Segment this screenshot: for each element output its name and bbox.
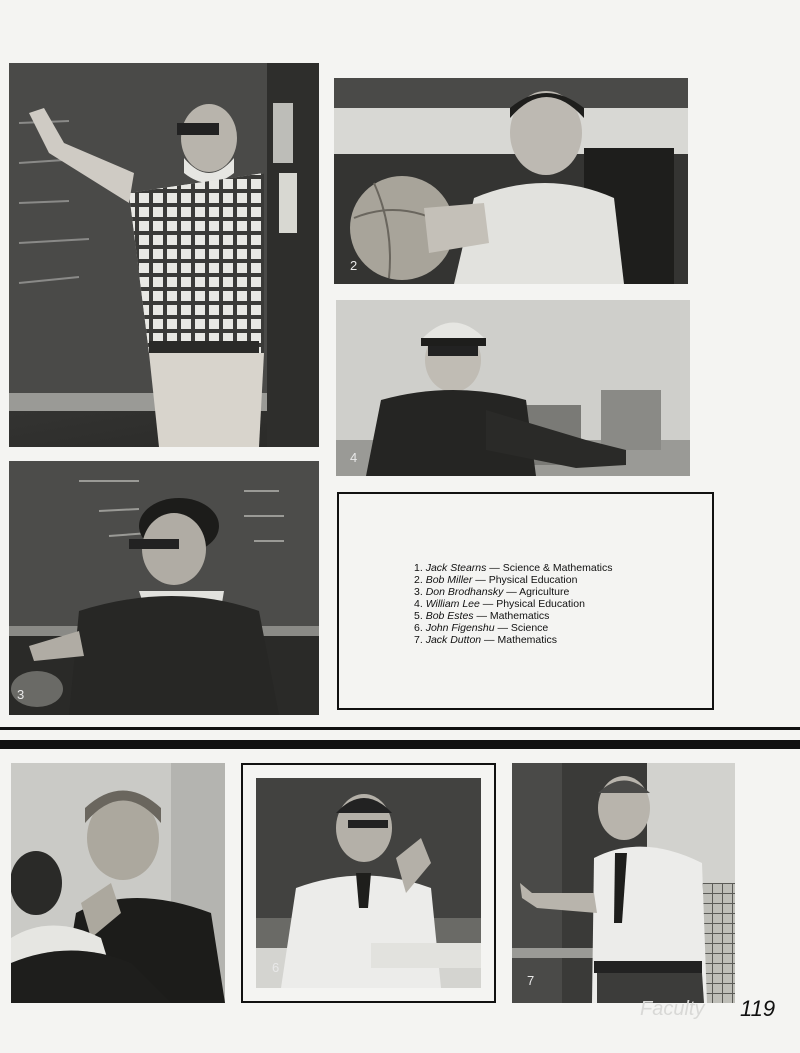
photo-4-drawing [336,300,690,476]
photo-william-lee [336,300,690,476]
caption-list [414,562,612,646]
divider-thin [0,727,800,730]
photo-6-drawing [256,778,481,988]
photo-number-7: 7 [527,973,535,988]
caption-box [337,492,714,710]
ghost-show-through-text: Faculty [640,998,705,1020]
caption-item-1: 1. Jack Stearns — Science & Mathematics [414,562,613,574]
caption-item-5: 5. Bob Estes — Mathematics [414,610,550,622]
caption-item-6: 6. John Figenshu — Science [414,622,549,634]
caption-item-4: 4. William Lee — Physical Education [414,598,585,610]
photo-don-brodhansky [9,461,319,715]
photo-jack-stearns [9,63,319,447]
photo-5-drawing [11,763,225,1003]
page-number: 119 [740,996,776,1021]
caption-item-7: 7. Jack Dutton — Mathematics [414,634,558,646]
photo-number-2: 2 [350,258,358,273]
photo-number-4: 4 [350,450,358,465]
divider-thick [0,740,800,749]
caption-item-3: 3. Don Brodhansky — Agriculture [414,586,570,598]
photo-number-6: 6 [272,960,280,975]
photo-jack-dutton [512,763,735,1003]
photo-number-3: 3 [17,687,25,702]
photo-1-drawing [9,63,319,447]
caption-item-2: 2. Bob Miller — Physical Education [414,574,578,586]
photo-bob-estes [11,763,225,1003]
photo-7-drawing [512,763,735,1003]
photo-john-figenshu [256,778,481,988]
photo-2-drawing [334,78,688,284]
photo-3-drawing [9,461,319,715]
photo-bob-miller [334,78,688,284]
